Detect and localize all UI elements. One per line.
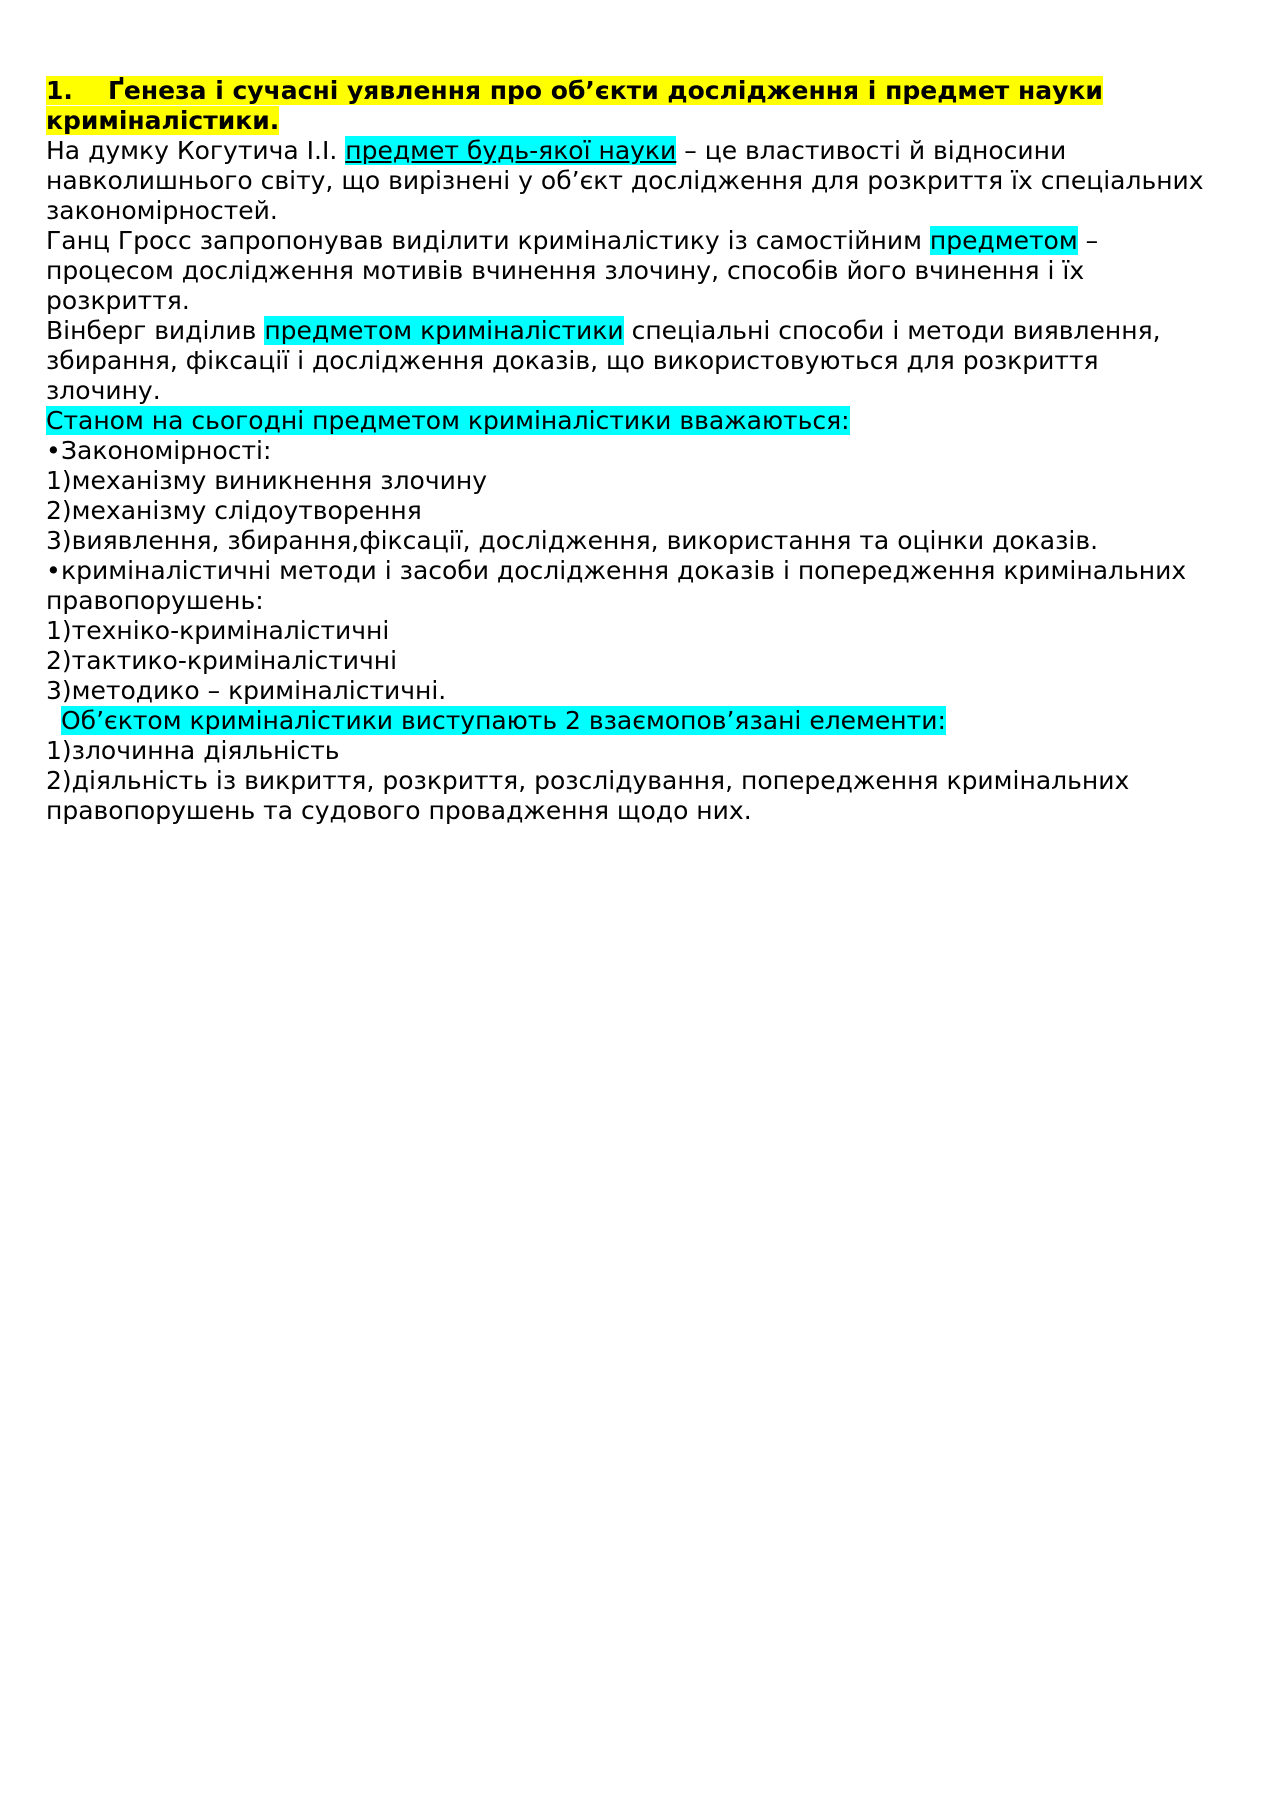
paragraph-kogutych-prefix: На думку Когутича І.І.: [46, 136, 346, 165]
object-heading-line: [46, 706, 1246, 736]
bullet-methods-text: криміналістичні методи і засоби дослідження доказів і попередження кримінальних: [61, 556, 1187, 585]
paragraph-gross-line-2: процесом дослідження мотивів вчинення злочину, способів його вчинення і їх: [46, 256, 1085, 285]
heading-highlight: [46, 76, 1103, 105]
subject-heading: Станом на сьогодні предметом криміналістики вважаються:: [46, 406, 850, 435]
paragraph-kogutych-line-2: навколишнього світу, що вирізнені у об’єкт дослідження для розкриття їх спеціальних: [46, 166, 1204, 195]
list-item: 1)злочинна діяльність: [46, 736, 340, 765]
bullet-icon: •: [46, 436, 61, 465]
document-body: [46, 76, 1246, 826]
list-item: 3)виявлення, збирання,фіксації, дослідження, використання та оцінки доказів.: [46, 526, 1099, 555]
bullet-regularities-label: Закономірності:: [61, 436, 272, 465]
highlighted-term-subject-of-criminalistics: предметом криміналістики: [264, 316, 624, 345]
bullet-methods-line-2: правопорушень:: [46, 586, 264, 615]
paragraph-gross-suffix: –: [1077, 226, 1099, 255]
paragraph-gross-line-1: [46, 226, 1246, 256]
list-item-continuation: правопорушень та судового провадження щодо них.: [46, 796, 752, 825]
heading-title: Ґенеза і сучасні уявлення про об’єкти дослідження і предмет науки: [108, 76, 1103, 105]
list-item: 2)механізму слідоутворення: [46, 496, 422, 525]
list-item: 2)діяльність із викриття, розкриття, розслідування, попередження кримінальних: [46, 766, 1130, 795]
paragraph-gross-prefix: Ганц Гросс запропонував виділити криміналістику із самостійним: [46, 226, 930, 255]
paragraph-kogutych-line-1: [46, 136, 1246, 166]
heading-line-1: [46, 76, 1246, 106]
bullet-methods-line-1: [46, 556, 1246, 586]
heading-number: 1.: [46, 76, 73, 105]
paragraph-kogutych-suffix: – це властивості й відносини: [676, 136, 1067, 165]
highlighted-term-subject: предметом: [929, 226, 1078, 255]
list-item: 1)техніко-криміналістичні: [46, 616, 390, 645]
paragraph-vinberg-line-1: [46, 316, 1246, 346]
highlighted-term-subject-of-any-science: предмет будь-якої науки: [345, 136, 677, 165]
object-heading: Об’єктом криміналістики виступають 2 взаємопов’язані елементи:: [61, 706, 946, 735]
bullet-icon: •: [46, 556, 61, 585]
paragraph-vinberg-line-3: злочину.: [46, 376, 161, 405]
paragraph-vinberg-line-2: збирання, фіксації і дослідження доказів, що використовуються для розкриття: [46, 346, 1099, 375]
paragraph-vinberg-suffix: спеціальні способи і методи виявлення,: [623, 316, 1161, 345]
paragraph-gross-line-3: розкриття.: [46, 286, 190, 315]
list-item: 2)тактико-криміналістичні: [46, 646, 398, 675]
list-item: 1)механізму виникнення злочину: [46, 466, 488, 495]
heading-title-continued: криміналістики.: [46, 106, 280, 135]
paragraph-kogutych-line-3: закономірностей.: [46, 196, 278, 225]
list-item: 3)методико – криміналістичні.: [46, 676, 447, 705]
bullet-regularities: [46, 436, 1246, 466]
paragraph-vinberg-prefix: Вінберг виділив: [46, 316, 265, 345]
subject-heading-line: [46, 406, 1246, 436]
heading-line-2: [46, 106, 1246, 136]
